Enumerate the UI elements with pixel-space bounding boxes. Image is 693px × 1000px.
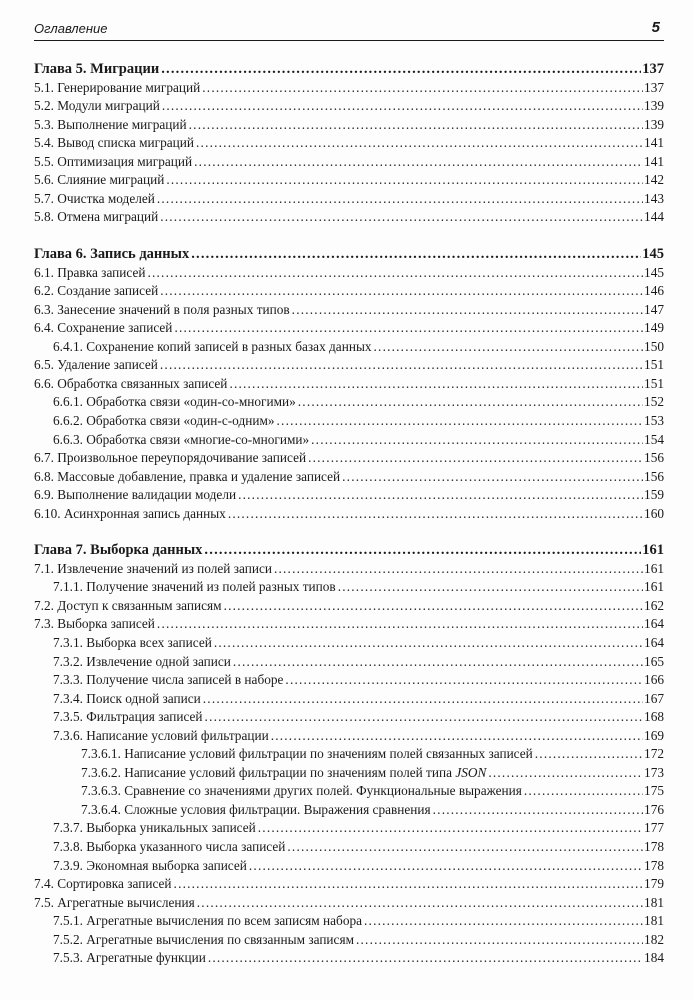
toc-entry xyxy=(34,615,664,633)
dot-leader xyxy=(157,615,643,633)
toc-entry-page: 168 xyxy=(644,709,664,725)
toc-entry-title: 6.1. Правка записей xyxy=(34,264,146,280)
toc-entry-title: 6.10. Асинхронная запись данных xyxy=(34,505,226,521)
toc-entry xyxy=(53,727,664,745)
toc-entry-title: 7.3.6.4. Сложные условия фильтрации. Выражения сравнения xyxy=(81,801,431,817)
toc-entry-title: 6.4. Сохранение записей xyxy=(34,320,173,336)
dot-leader xyxy=(160,282,643,300)
toc-entry xyxy=(34,153,664,171)
toc-entry xyxy=(53,578,664,596)
toc-entry xyxy=(53,412,664,430)
dot-leader xyxy=(274,560,643,578)
toc-entry xyxy=(34,134,664,152)
dot-leader xyxy=(433,801,643,819)
toc-entry xyxy=(34,282,664,300)
header-rule xyxy=(34,40,664,41)
toc-entry-title: 7.3.6.2. Написание условий фильтрации по значениям полей типа JSON xyxy=(81,764,487,780)
toc-entry-title: 6.5. Удаление записей xyxy=(34,357,158,373)
toc-entry-title: Глава 5. Миграции xyxy=(34,61,160,77)
toc-entry-page: 172 xyxy=(644,746,664,762)
toc-entry-page: 137 xyxy=(644,79,664,95)
toc-entry xyxy=(53,338,664,356)
toc-entry-page: 169 xyxy=(644,727,664,743)
toc-entry-page: 137 xyxy=(642,61,664,77)
toc-entry-page: 178 xyxy=(644,839,664,854)
dot-leader xyxy=(258,819,643,837)
dot-leader xyxy=(285,671,643,689)
toc-entry-title: 7.3.2. Извлечение одной записи xyxy=(53,653,231,669)
toc-entry-page: 159 xyxy=(644,487,664,503)
dot-leader xyxy=(174,875,644,893)
toc-entry-page: 150 xyxy=(644,338,664,354)
toc-entry-page: 142 xyxy=(644,172,664,188)
toc-entry-page: 177 xyxy=(644,820,664,836)
toc-entry-page: 181 xyxy=(644,913,664,929)
dot-leader xyxy=(203,690,643,708)
toc-entry-title: 6.8. Массовые добавление, правка и удаление записей xyxy=(34,468,341,484)
toc-entry-page: 144 xyxy=(644,209,664,225)
dot-leader xyxy=(208,949,643,967)
dot-leader xyxy=(202,79,643,97)
dot-leader xyxy=(189,116,643,134)
toc-entry-page: 141 xyxy=(644,135,664,151)
toc-entry xyxy=(81,801,664,819)
toc-entry xyxy=(34,301,664,319)
dot-leader xyxy=(160,356,643,374)
dot-leader xyxy=(204,541,641,559)
dot-leader xyxy=(228,505,643,523)
toc-entry-page: 161 xyxy=(644,579,664,595)
dot-leader xyxy=(342,468,643,486)
toc-entry xyxy=(34,79,664,97)
toc-entry-page: 164 xyxy=(644,634,664,650)
toc-entry xyxy=(34,486,664,504)
toc-entry xyxy=(53,690,664,708)
toc-entry-title: 7.5.1. Агрегатные вычисления по всем записям набора xyxy=(53,913,363,929)
dot-leader xyxy=(298,393,643,411)
dot-leader xyxy=(238,486,643,504)
toc-entry-title: Глава 6. Запись данных xyxy=(34,246,190,262)
dot-leader xyxy=(214,634,643,652)
running-header xyxy=(34,20,662,38)
toc-entry xyxy=(53,931,664,949)
toc-entry-page: 175 xyxy=(644,783,664,799)
toc-entry-page: 167 xyxy=(644,690,664,706)
toc-entry-page: 162 xyxy=(644,597,664,613)
toc-entry-title: Глава 7. Выборка данных xyxy=(34,542,203,559)
toc-entry xyxy=(53,838,664,856)
toc-entry-page: 154 xyxy=(644,431,664,447)
toc-entry-page: 160 xyxy=(644,505,664,521)
dot-leader xyxy=(364,912,643,930)
toc-entry-page: 147 xyxy=(644,301,664,317)
toc-entry-page: 145 xyxy=(642,246,664,262)
toc-entry-title: 5.2. Модули миграций xyxy=(34,98,160,114)
dot-leader xyxy=(277,412,644,430)
toc-entry xyxy=(34,319,664,337)
toc-entry-title: 7.5. Агрегатные вычисления xyxy=(34,894,195,910)
dot-leader xyxy=(338,578,643,596)
toc-entry-page: 179 xyxy=(644,876,664,892)
toc-entry xyxy=(34,875,664,893)
running-title: Оглавление xyxy=(34,21,108,36)
toc-entry-page: 141 xyxy=(644,153,664,169)
toc-entry-page: 164 xyxy=(644,616,664,632)
dot-leader xyxy=(205,708,644,726)
toc-entry-page: 156 xyxy=(644,450,664,465)
toc-entry-title: 7.4. Сортировка записей xyxy=(34,876,172,892)
dot-leader xyxy=(162,97,643,115)
toc-entry-title: 5.6. Слияние миграций xyxy=(34,172,165,188)
dot-leader xyxy=(224,597,643,615)
dot-leader xyxy=(233,653,643,671)
toc-entry-title: 7.3.7. Выборка уникальных записей xyxy=(53,820,256,836)
toc-entry-title: 7.3.4. Поиск одной записи xyxy=(53,690,201,706)
toc-entry-title: 7.5.3. Агрегатные функции xyxy=(53,950,206,966)
toc-entry-title: 6.6.2. Обработка связи «один-с-одним» xyxy=(53,412,275,428)
toc-entry-title: 7.3.8. Выборка указанного числа записей xyxy=(53,839,286,854)
toc-entry-page: 146 xyxy=(644,283,664,299)
toc-entry xyxy=(53,431,664,449)
toc-entry xyxy=(34,264,664,282)
toc-entry-page: 161 xyxy=(642,542,664,559)
toc-entry-page: 143 xyxy=(644,190,664,206)
toc-entry xyxy=(34,375,664,393)
toc-entry xyxy=(53,819,664,837)
toc-entry-title: 5.1. Генерирование миграций xyxy=(34,79,201,95)
toc-entry-page: 178 xyxy=(644,857,664,873)
toc-entry xyxy=(53,671,664,689)
toc-entry-title: 7.3.3. Получение числа записей в наборе xyxy=(53,672,284,687)
toc-entry-title: 6.6.3. Обработка связи «многие-со-многими» xyxy=(53,431,310,447)
dot-leader xyxy=(292,301,643,319)
toc-entry-title: 7.3.1. Выборка всех записей xyxy=(53,634,212,650)
toc-entry-page: 139 xyxy=(644,98,664,114)
dot-leader xyxy=(271,727,643,745)
toc-entry-title: 7.1. Извлечение значений из полей записи xyxy=(34,560,272,576)
toc-entry xyxy=(34,171,664,189)
toc-entry-title: 5.5. Оптимизация миграций xyxy=(34,153,193,169)
toc-chapter xyxy=(34,60,664,78)
toc-entry xyxy=(34,560,664,578)
toc-entry-title: 7.1.1. Получение значений из полей разных типов xyxy=(53,579,336,595)
dot-leader xyxy=(160,208,643,226)
toc-entry xyxy=(34,190,664,208)
toc-entry-page: 149 xyxy=(644,320,664,336)
toc-chapter xyxy=(34,541,664,559)
toc-entry xyxy=(34,208,664,226)
toc-entry-page: 161 xyxy=(644,560,664,576)
toc-entry-title: 7.3.6.1. Написание условий фильтрации по значениям полей связанных записей xyxy=(81,746,533,762)
toc-entry-title: 7.3.5. Фильтрация записей xyxy=(53,709,203,725)
toc-entry-page: 182 xyxy=(644,931,664,947)
dot-leader xyxy=(191,245,641,263)
toc-entry-title: 5.4. Вывод списка миграций xyxy=(34,135,195,151)
toc-entry-page: 165 xyxy=(644,653,664,669)
toc-entry xyxy=(34,894,664,912)
dot-leader xyxy=(229,375,643,393)
toc-entry-page: 152 xyxy=(644,394,664,410)
dot-leader xyxy=(356,931,643,949)
toc-entry-page: 181 xyxy=(644,894,664,910)
toc-entry xyxy=(53,653,664,671)
toc-entry-title: 7.2. Доступ к связанным записям xyxy=(34,597,222,613)
toc-entry-page: 151 xyxy=(644,357,664,373)
toc-entry xyxy=(81,764,664,782)
toc-entry-title: 7.5.2. Агрегатные вычисления по связанным записям xyxy=(53,931,354,947)
dot-leader xyxy=(174,319,643,337)
toc-entry-title: 6.4.1. Сохранение копий записей в разных базах данных xyxy=(53,338,372,354)
toc-entry-title: 6.6.1. Обработка связи «один-со-многими» xyxy=(53,394,296,410)
dot-leader xyxy=(196,134,643,152)
toc-entry xyxy=(34,97,664,115)
dot-leader xyxy=(488,764,643,782)
toc-entry-page: 139 xyxy=(644,116,664,132)
toc-entry xyxy=(34,356,664,374)
dot-leader xyxy=(197,894,643,912)
toc-entry xyxy=(34,505,664,523)
toc-entry-page: 173 xyxy=(644,764,664,780)
toc-entry xyxy=(81,782,664,800)
toc-entry-title: 6.7. Произвольное переупорядочивание записей xyxy=(34,450,307,465)
dot-leader xyxy=(287,838,643,856)
toc-entry xyxy=(53,634,664,652)
toc-entry-title: 6.2. Создание записей xyxy=(34,283,159,299)
dot-leader xyxy=(524,782,643,800)
toc-entry-title: 7.3.9. Экономная выборка записей xyxy=(53,857,247,873)
dot-leader xyxy=(249,857,643,875)
toc-entry-title: 5.7. Очистка моделей xyxy=(34,190,155,206)
dot-leader xyxy=(308,449,643,467)
toc-entry xyxy=(53,393,664,411)
toc-entry-title: 6.3. Занесение значений в поля разных типов xyxy=(34,301,290,317)
dot-leader xyxy=(166,171,643,189)
toc-entry-title: 5.8. Отмена миграций xyxy=(34,209,159,225)
toc-entry xyxy=(53,912,664,930)
dot-leader xyxy=(147,264,643,282)
toc-entry-title: 6.6. Обработка связанных записей xyxy=(34,375,228,391)
toc-entry xyxy=(53,949,664,967)
toc-entry-page: 184 xyxy=(644,950,664,966)
toc-entry-page: 166 xyxy=(644,672,664,687)
page-number: 5 xyxy=(651,19,660,36)
toc-entry xyxy=(53,708,664,726)
toc-entry-title: 7.3. Выборка записей xyxy=(34,616,155,632)
toc-entry-title: 6.9. Выполнение валидации модели xyxy=(34,487,237,503)
dot-leader xyxy=(535,745,643,763)
toc-entry-page: 176 xyxy=(644,801,664,817)
toc-entry xyxy=(34,468,664,486)
dot-leader xyxy=(161,60,641,78)
dot-leader xyxy=(374,338,644,356)
toc-entry-page: 145 xyxy=(644,264,664,280)
toc-entry xyxy=(34,116,664,134)
toc-entry-title: 5.3. Выполнение миграций xyxy=(34,116,187,132)
toc-entry xyxy=(81,745,664,763)
toc-entry-page: 153 xyxy=(644,412,664,428)
toc-entry xyxy=(34,597,664,615)
toc-entry xyxy=(34,449,664,467)
toc-entry-page: 156 xyxy=(644,468,664,484)
toc-entry-title-emphasis: JSON xyxy=(455,764,487,780)
dot-leader xyxy=(311,431,643,449)
dot-leader xyxy=(157,190,643,208)
toc-entry xyxy=(53,857,664,875)
toc-chapter xyxy=(34,245,664,263)
toc-entry-page: 151 xyxy=(644,375,664,391)
dot-leader xyxy=(194,153,643,171)
toc-entry-title: 7.3.6. Написание условий фильтрации xyxy=(53,727,269,743)
toc-entry-title: 7.3.6.3. Сравнение со значениями других полей. Функциональные выражения xyxy=(81,783,522,799)
